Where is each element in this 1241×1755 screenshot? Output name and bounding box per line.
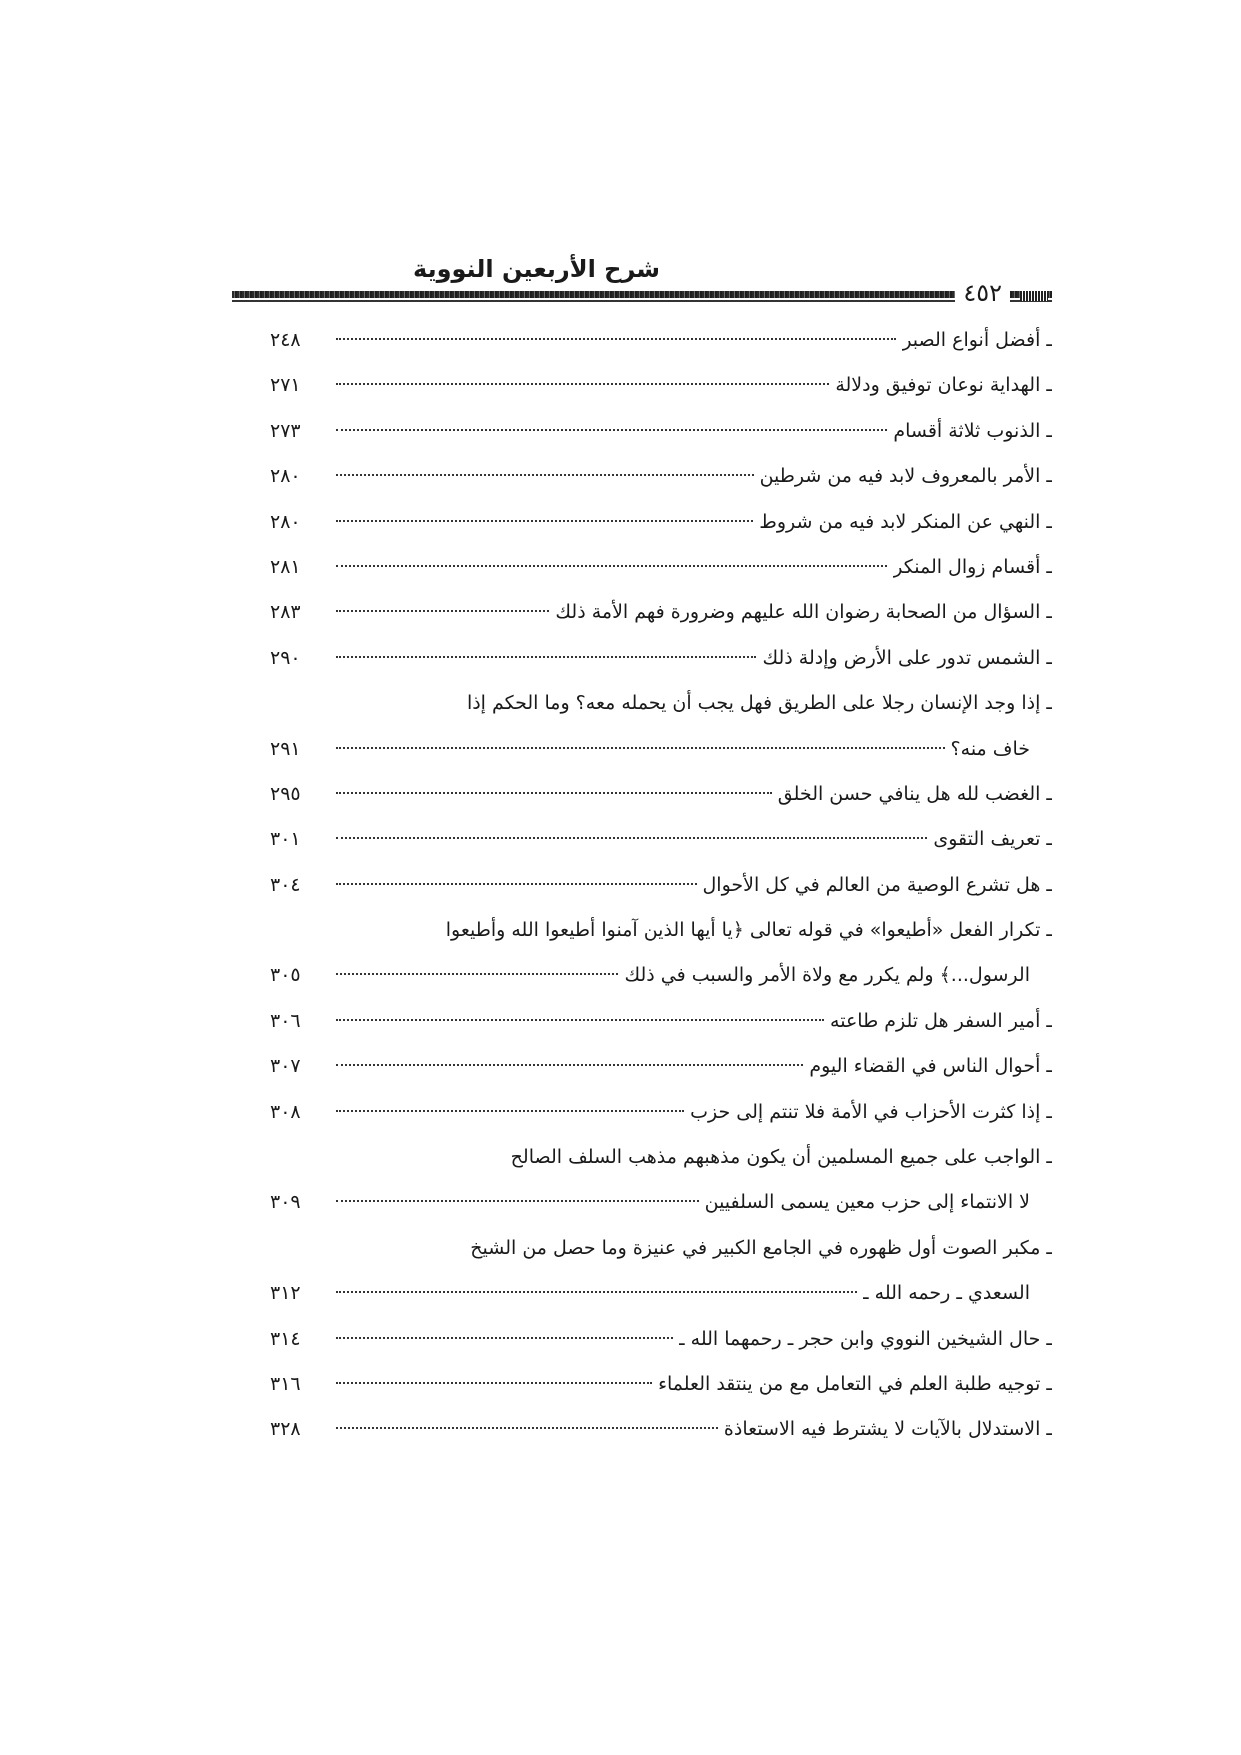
toc-entry (270, 999, 1052, 1044)
toc-leader-dots (336, 1200, 699, 1202)
toc-entry-title: ـ الواجب على جميع المسلمين أن يكون مذهبهم مذهب السلف الصالح (510, 1146, 1052, 1169)
toc-entry-page: ٣١٢ (270, 1282, 301, 1305)
toc-entry (270, 908, 1052, 953)
toc-entry (270, 318, 1052, 363)
toc-entry-page: ٢٧١ (270, 374, 301, 397)
toc-entry (270, 1407, 1052, 1452)
toc-entry (270, 953, 1052, 998)
toc-entry-page: ٣٠٤ (270, 873, 301, 896)
toc-entry-title: ـ حال الشيخين النووي وابن حجر ـ رحمهما الله ـ (679, 1327, 1052, 1350)
page-header (232, 255, 1052, 305)
toc-entry-title: ـ أحوال الناس في القضاء اليوم (809, 1055, 1052, 1078)
page-number-ornament (1020, 291, 1048, 301)
toc-entry-title: ـ مكبر الصوت أول ظهوره في الجامع الكبير في عنيزة وما حصل من الشيخ (470, 1236, 1052, 1259)
toc-leader-dots (336, 1427, 718, 1429)
toc-entry-title: ـ الذنوب ثلاثة أقسام (893, 419, 1052, 442)
toc-entry-title: ـ الاستدلال بالآيات لا يشترط فيه الاستعاذة (723, 1418, 1052, 1441)
toc-entry-page: ٢٩٠ (270, 646, 301, 669)
toc-entry-title: ـ الهداية نوعان توفيق ودلالة (835, 374, 1052, 397)
toc-entry-page: ٢٨٠ (270, 510, 301, 533)
header-rule (232, 291, 1052, 305)
toc-leader-dots (336, 520, 753, 522)
toc-leader-dots (336, 837, 927, 839)
toc-leader-dots (336, 1110, 684, 1112)
header-rule-thick (232, 291, 1052, 298)
toc-entry-page: ٣٠٨ (270, 1100, 301, 1123)
toc-entry (270, 1135, 1052, 1180)
page-number: ٤٥٢ (955, 279, 1010, 307)
toc-leader-dots (336, 1019, 824, 1021)
toc-entry-page: ٣٠١ (270, 828, 301, 851)
toc-entry (270, 727, 1052, 772)
toc-leader-dots (336, 1382, 652, 1384)
toc-entry-page: ٢٧٣ (270, 419, 301, 442)
toc-entry-title: الرسول...﴾ ولم يكرر مع ولاة الأمر والسبب في ذلك (624, 964, 1030, 987)
toc-leader-dots (336, 1337, 673, 1339)
toc-leader-dots (336, 383, 829, 385)
table-of-contents (270, 318, 1052, 1453)
toc-entry-page: ٢٨٣ (270, 601, 301, 624)
toc-leader-dots (336, 429, 887, 431)
toc-entry (270, 863, 1052, 908)
toc-entry-page: ٢٨٠ (270, 465, 301, 488)
toc-entry-title: ـ توجيه طلبة العلم في التعامل مع من ينتقد العلماء (658, 1372, 1052, 1395)
toc-entry-page: ٣٠٩ (270, 1191, 301, 1214)
toc-entry-page: ٣١٦ (270, 1372, 301, 1395)
toc-entry (270, 1226, 1052, 1271)
toc-entry-title: ـ أفضل أنواع الصبر (902, 329, 1052, 351)
toc-entry (270, 681, 1052, 726)
toc-leader-dots (336, 1291, 857, 1293)
toc-entry-title: ـ إذا وجد الإنسان رجلا على الطريق فهل يجب أن يحمله معه؟ وما الحكم إذا (466, 692, 1052, 715)
toc-leader-dots (336, 656, 756, 658)
toc-entry-page: ٣٠٥ (270, 964, 301, 987)
toc-entry (270, 1362, 1052, 1407)
toc-entry (270, 454, 1052, 499)
toc-entry (270, 1090, 1052, 1135)
toc-entry (270, 1044, 1052, 1089)
toc-entry-title: ـ الأمر بالمعروف لابد فيه من شرطين (759, 465, 1052, 488)
toc-entry (270, 500, 1052, 545)
toc-entry-title: السعدي ـ رحمه الله ـ (863, 1282, 1030, 1305)
toc-leader-dots (336, 973, 618, 975)
toc-entry (270, 817, 1052, 862)
toc-entry-title: ـ النهي عن المنكر لابد فيه من شروط (759, 510, 1052, 533)
toc-leader-dots (336, 1064, 803, 1066)
toc-entry-title: ـ تعريف التقوى (933, 828, 1052, 851)
toc-entry-page: ٢٨١ (270, 555, 301, 578)
toc-entry (270, 590, 1052, 635)
toc-entry-title: ـ تكرار الفعل «أطيعوا» في قوله تعالى ﴿يا أيها الذين آمنوا أطيعوا الله وأطيعوا (445, 919, 1052, 942)
toc-entry-title: ـ الغضب لله هل ينافي حسن الخلق (777, 782, 1052, 805)
toc-entry-page: ٢٩١ (270, 737, 301, 760)
toc-entry-title: لا الانتماء إلى حزب معين يسمى السلفيين (704, 1191, 1030, 1214)
toc-entry-page: ٣١٤ (270, 1327, 301, 1350)
toc-entry (270, 1271, 1052, 1316)
toc-entry (270, 545, 1052, 590)
toc-entry-title: ـ أقسام زوال المنكر (893, 555, 1052, 578)
toc-entry (270, 363, 1052, 408)
toc-leader-dots (336, 474, 754, 476)
toc-leader-dots (336, 792, 772, 794)
book-title: شرح الأربعين النووية (413, 255, 660, 283)
toc-entry-page: ٢٩٥ (270, 782, 301, 805)
toc-entry-title: ـ إذا كثرت الأحزاب في الأمة فلا تنتم إلى حزب (690, 1100, 1052, 1123)
toc-entry (270, 1180, 1052, 1225)
toc-leader-dots (336, 565, 887, 567)
toc-leader-dots (336, 338, 896, 340)
toc-entry-title: ـ أمير السفر هل تلزم طاعته (830, 1009, 1052, 1032)
toc-entry (270, 636, 1052, 681)
toc-leader-dots (336, 610, 549, 612)
toc-entry (270, 409, 1052, 454)
toc-entry (270, 1317, 1052, 1362)
toc-leader-dots (336, 883, 697, 885)
toc-entry-title: ـ هل تشرع الوصية من العالم في كل الأحوال (702, 873, 1052, 896)
header-rule-thin (232, 300, 1052, 302)
toc-entry-page: ٣٠٧ (270, 1055, 301, 1078)
toc-entry-title: ـ الشمس تدور على الأرض وإدلة ذلك (762, 646, 1052, 669)
toc-entry-title: ـ السؤال من الصحابة رضوان الله عليهم وضرورة فهم الأمة ذلك (555, 601, 1052, 624)
toc-entry-page: ٣٢٨ (270, 1418, 301, 1441)
toc-entry-title: خاف منه؟ (950, 737, 1030, 760)
toc-entry (270, 772, 1052, 817)
toc-entry-page: ٣٠٦ (270, 1009, 301, 1032)
toc-leader-dots (336, 747, 945, 749)
toc-entry-page: ٢٤٨ (270, 329, 301, 351)
